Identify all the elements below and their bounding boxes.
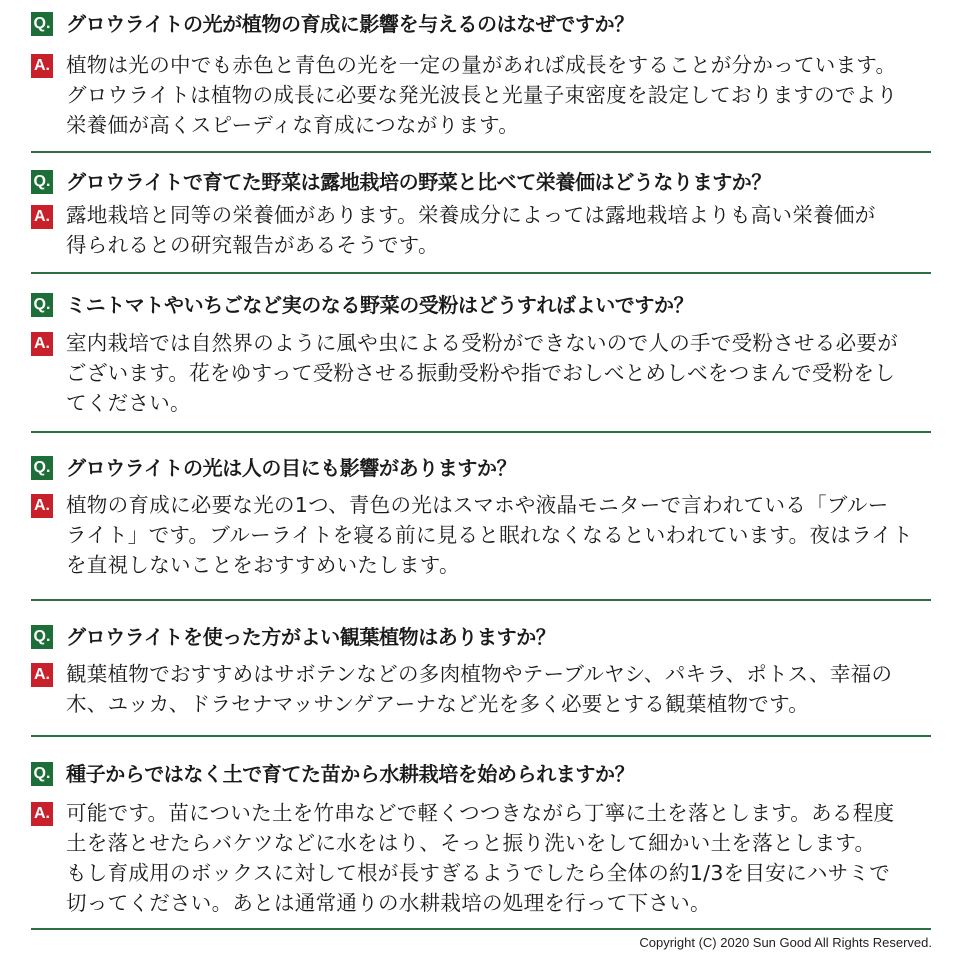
question-badge-6: Q. [31,762,53,786]
question-2: グロウライトで育てた野菜は露地栽培の野菜と比べて栄養価はどうなりますか？ [66,170,771,194]
divider-5 [31,735,931,737]
divider-2 [31,272,931,274]
divider-4 [31,599,931,601]
question-badge-3: Q. [31,293,53,317]
answer-3: 室内栽培では自然界のように風や虫による受粉ができないので人の手で受粉させる必要が ございます。花をゆすって受粉させる振動受粉や指でおしべとめしべをつまんで受粉をし てください。 [66,331,898,415]
divider-3 [31,431,931,433]
answer-badge-4: A. [31,494,53,518]
question-badge-4: Q. [31,456,53,480]
answer-6: 可能です。苗についた土を竹串などで軽くつつきながら丁寧に土を落とします。ある程度 土を落とせたらバケツなどに水をはり、そっと振り洗いをして細かい土を落とします。 もし育成用のボックスに対して根が長すぎるようでしたら全体の約1/3を目安にハサミで 切ってください。あとは通常通りの水耕栽培の処理を行って下さい。 [66,801,895,915]
question-5: グロウライトを使った方がよい観葉植物はありますか？ [66,625,556,649]
answer-2: 露地栽培と同等の栄養価があります。栄養成分によっては露地栽培よりも高い栄養価が 得られるとの研究報告があるそうです。 [66,203,876,257]
answer-5: 観葉植物でおすすめはサボテンなどの多肉植物やテーブルヤシ、パキラ、ポトス、幸福の 木、ユッカ、ドラセナマッサンゲアーナなど光を多く必要とする観葉植物です。 [66,662,893,716]
answer-1: 植物は光の中でも赤色と青色の光を一定の量があれば成長をすることが分かっています。 グロウライトは植物の成長に必要な発光波長と光量子束密度を設定しておりますのでより 栄養価が高くスピーディな育成につながります。 [66,53,898,137]
question-6: 種子からではなく土で育てた苗から水耕栽培を始められますか？ [66,762,635,786]
answer-badge-2: A. [31,205,53,229]
divider-1 [31,151,931,153]
divider-6 [31,928,931,930]
question-badge-1: Q. [31,12,53,36]
question-1: グロウライトの光が植物の育成に影響を与えるのはなぜですか？ [66,12,634,36]
question-3: ミニトマトやいちごなど実のなる野菜の受粉はどうすればよいですか？ [66,293,694,317]
question-badge-2: Q. [31,170,53,194]
answer-badge-6: A. [31,802,53,826]
copyright-notice: Copyright (C) 2020 Sun Good All Rights Reserved. [639,935,932,950]
answer-badge-3: A. [31,332,53,356]
answer-4: 植物の育成に必要な光の1つ、青色の光はスマホや液晶モニターで言われている「ブルー ライト」です。ブルーライトを寝る前に見ると眠れなくなるといわれています。夜はライト を直視しないことをおすすめいたします。 [66,493,913,577]
answer-badge-1: A. [31,54,53,78]
answer-badge-5: A. [31,663,53,687]
question-4: グロウライトの光は人の目にも影響がありますか？ [66,456,517,480]
question-badge-5: Q. [31,625,53,649]
